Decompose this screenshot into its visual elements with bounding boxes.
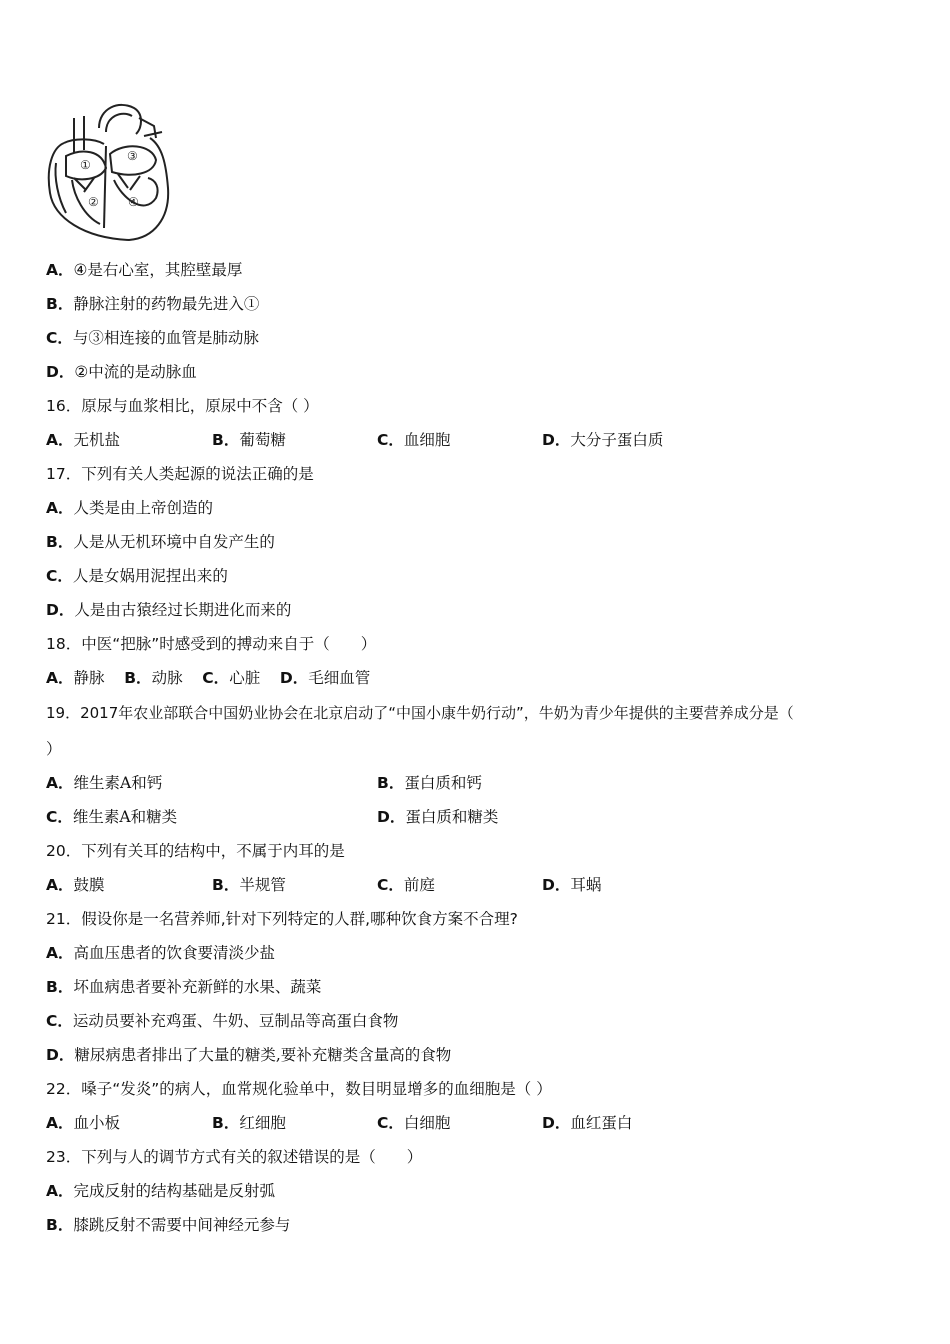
- option-letter: A．: [46, 774, 74, 792]
- q20-option-c: [377, 875, 435, 895]
- q19-option-a: [46, 773, 162, 793]
- q21-option-a: [46, 943, 275, 963]
- q19-options-row1: [46, 773, 906, 793]
- option-letter: B．: [124, 669, 152, 687]
- option-letter: C．: [46, 567, 73, 585]
- option-letter: D．: [542, 431, 571, 449]
- option-letter: D．: [377, 808, 406, 826]
- q18-stem: 18．中医“把脉”时感受到的搏动来自于（ ）: [46, 635, 377, 653]
- option-letter: A．: [46, 669, 74, 687]
- q15-option-c: [46, 328, 259, 348]
- q22-options: [46, 1113, 906, 1133]
- q21-option-c: [46, 1011, 398, 1031]
- option-text: 与③相连接的血管是肺动脉: [72, 329, 259, 347]
- option-text: 静脉: [73, 669, 105, 687]
- option-text: 前庭: [403, 876, 435, 894]
- q16-stem: 16．原尿与血浆相比，原尿中不含（ ）: [46, 397, 319, 415]
- option-letter: C．: [377, 876, 404, 894]
- q22-option-c: [377, 1113, 450, 1133]
- option-letter: B．: [212, 876, 240, 894]
- q17-option-a: [46, 498, 213, 518]
- option-letter: B．: [46, 1216, 74, 1234]
- q16-option-b: [212, 430, 286, 450]
- option-text: 大分子蛋白质: [570, 431, 664, 449]
- option-text: ④是右心室，其腔壁最厚: [73, 261, 243, 279]
- option-text: ②中流的是动脉血: [74, 363, 197, 381]
- option-letter: A．: [46, 876, 74, 894]
- option-letter: D．: [279, 669, 309, 687]
- q19-option-c: [46, 807, 177, 827]
- option-text: 蛋白质和糖类: [405, 808, 499, 826]
- option-text: 葡萄糖: [239, 431, 286, 449]
- option-text: 血小板: [73, 1114, 121, 1132]
- q16-options: [46, 430, 906, 450]
- option-letter: B．: [377, 774, 405, 792]
- chamber-label-2: ②: [88, 195, 99, 209]
- q17-option-c: [46, 566, 228, 586]
- option-letter: C．: [202, 669, 230, 687]
- q17-option-d: [46, 600, 291, 620]
- q18-option-d: [280, 669, 370, 687]
- option-letter: C．: [46, 329, 73, 347]
- option-letter: C．: [377, 1114, 404, 1132]
- q23-stem: 23．下列与人的调节方式有关的叙述错误的是（ ）: [46, 1148, 423, 1166]
- option-text: 毛细血管: [308, 669, 371, 687]
- q20-options: [46, 875, 906, 895]
- option-letter: C．: [46, 808, 73, 826]
- q21-stem: 21．假设你是一名营养师,针对下列特定的人群,哪种饮食方案不合理?: [46, 910, 518, 928]
- option-text: 人是从无机环境中自发产生的: [73, 533, 275, 551]
- option-text: 白细胞: [403, 1114, 451, 1132]
- q15-option-d: [46, 362, 197, 382]
- option-letter: D．: [542, 876, 571, 894]
- option-letter: A．: [46, 1114, 74, 1132]
- option-letter: B．: [46, 978, 74, 996]
- option-text: 人是女娲用泥捏出来的: [72, 567, 228, 585]
- option-text: 半规管: [239, 876, 286, 894]
- option-letter: D．: [46, 1046, 75, 1064]
- option-letter: A．: [46, 261, 74, 279]
- option-letter: D．: [46, 363, 75, 381]
- option-text: 人是由古猿经过长期进化而来的: [74, 601, 292, 619]
- q15-option-a: [46, 260, 242, 280]
- q22-stem: 22．嗓子“发炎”的病人，血常规化验单中，数目明显增多的血细胞是（ ）: [46, 1080, 552, 1098]
- option-text: 动脉: [151, 669, 183, 687]
- option-text: 血红蛋白: [570, 1114, 633, 1132]
- q19-stem-line1: 19．2017年农业部联合中国奶业协会在北京启动了“中国小康牛奶行动”，牛奶为青少年提供的主要营养成分是（: [46, 704, 794, 722]
- option-text: 糖尿病患者排出了大量的糖类,要补充糖类含量高的食物: [74, 1046, 452, 1064]
- option-text: 鼓膜: [73, 876, 105, 894]
- q16-option-c: [377, 430, 450, 450]
- option-text: 膝跳反射不需要中间神经元参与: [73, 1216, 291, 1234]
- option-text: 红细胞: [239, 1114, 286, 1132]
- q23-option-b: [46, 1215, 290, 1235]
- option-letter: A．: [46, 499, 74, 517]
- q17-option-b: [46, 532, 275, 552]
- option-text: 耳蜗: [570, 876, 602, 894]
- option-letter: B．: [46, 533, 74, 551]
- option-letter: B．: [46, 295, 74, 313]
- q21-option-b: [46, 977, 321, 997]
- option-letter: A．: [46, 431, 74, 449]
- q22-option-b: [212, 1113, 286, 1133]
- option-text: 心脏: [229, 669, 261, 687]
- chamber-label-1: ①: [80, 158, 91, 172]
- q21-option-d: [46, 1045, 451, 1065]
- option-letter: B．: [212, 1114, 240, 1132]
- q20-stem: 20．下列有关耳的结构中，不属于内耳的是: [46, 842, 345, 860]
- q22-option-a: [46, 1113, 120, 1133]
- q19-stem-line2: ）: [46, 740, 62, 758]
- q18-option-b: [124, 669, 182, 687]
- option-letter: A．: [46, 1182, 74, 1200]
- q15-option-b: [46, 294, 259, 314]
- option-text: 无机盐: [73, 431, 121, 449]
- q19-options-row2: [46, 807, 906, 827]
- option-letter: D．: [542, 1114, 571, 1132]
- option-letter: A．: [46, 944, 74, 962]
- q17-stem: 17．下列有关人类起源的说法正确的是: [46, 465, 314, 483]
- q22-option-d: [542, 1113, 632, 1133]
- option-text: 运动员要补充鸡蛋、牛奶、豆制品等高蛋白食物: [72, 1012, 399, 1030]
- option-text: 高血压患者的饮食要清淡少盐: [73, 944, 276, 962]
- option-text: 人类是由上帝创造的: [73, 499, 214, 517]
- q23-option-a: [46, 1181, 275, 1201]
- option-text: 静脉注射的药物最先进入①: [73, 295, 260, 313]
- chamber-label-3: ③: [127, 149, 138, 163]
- q20-option-a: [46, 875, 105, 895]
- chamber-label-4: ④: [128, 195, 139, 209]
- option-letter: C．: [377, 431, 404, 449]
- option-letter: D．: [46, 601, 75, 619]
- q16-option-a: [46, 430, 120, 450]
- q18-options: [46, 668, 370, 688]
- option-text: 蛋白质和钙: [404, 774, 482, 792]
- option-letter: B．: [212, 431, 240, 449]
- option-letter: C．: [46, 1012, 73, 1030]
- option-text: 血细胞: [403, 431, 451, 449]
- option-text: 维生素A和糖类: [72, 808, 178, 826]
- q19-option-b: [377, 773, 482, 793]
- q18-option-a: [46, 669, 105, 687]
- option-text: 维生素A和钙: [73, 774, 163, 792]
- q19-option-d: [377, 807, 498, 827]
- q16-option-d: [542, 430, 663, 450]
- option-text: 完成反射的结构基础是反射弧: [73, 1182, 276, 1200]
- q20-option-b: [212, 875, 286, 895]
- q18-option-c: [202, 669, 260, 687]
- q20-option-d: [542, 875, 601, 895]
- heart-diagram: [44, 98, 174, 244]
- option-text: 坏血病患者要补充新鲜的水果、蔬菜: [73, 978, 322, 996]
